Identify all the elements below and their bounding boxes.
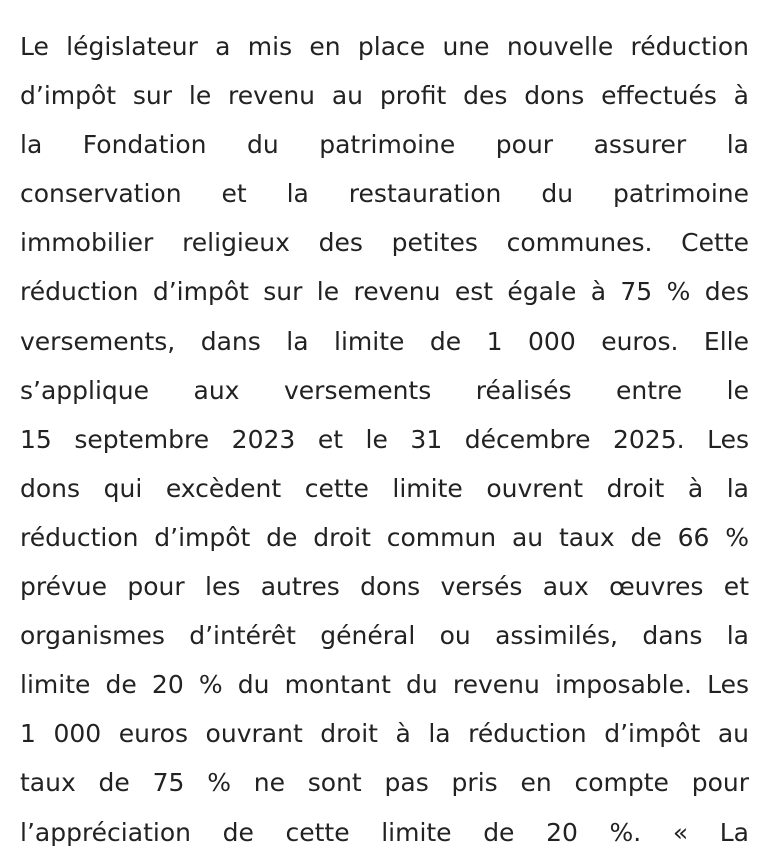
paragraph-line: limite de 20 % du montant du revenu imposable. Les [20,670,749,700]
paragraph-line: la Fondation du patrimoine pour assurer la [20,130,749,160]
paragraph-line: dons qui excèdent cette limite ouvrent droit à la [20,473,749,503]
paragraph-line: 15 septembre 2023 et le 31 décembre 2025. Les [20,424,749,454]
paragraph-line: taux de 75 % ne sont pas pris en compte pour [20,768,749,798]
paragraph-line: versements, dans la limite de 1 000 euros. Elle [20,326,749,356]
paragraph-line: 1 000 euros ouvrant droit à la réduction d’impôt au [20,719,749,749]
paragraph-line: réduction d’impôt de droit commun au taux de 66 % [20,522,749,552]
paragraph-line: prévue pour les autres dons versés aux œuvres et [20,572,749,602]
paragraph-line: Le législateur a mis en place une nouvelle réduction [20,32,749,61]
paragraph-line: organismes d’intérêt général ou assimilés, dans la [20,621,749,651]
paragraph-line: immobilier religieux des petites communes. Cette [20,228,749,258]
article-paragraph [20,22,749,848]
paragraph-line: conservation et la restauration du patrimoine [20,179,749,209]
paragraph-line: l’appréciation de cette limite de 20 %. « La [20,817,749,847]
paragraph-line: d’impôt sur le revenu au profit des dons effectués à [20,81,749,111]
paragraph-line: s’applique aux versements réalisés entre le [20,375,749,405]
paragraph-line: réduction d’impôt sur le revenu est égale à 75 % des [20,277,749,307]
